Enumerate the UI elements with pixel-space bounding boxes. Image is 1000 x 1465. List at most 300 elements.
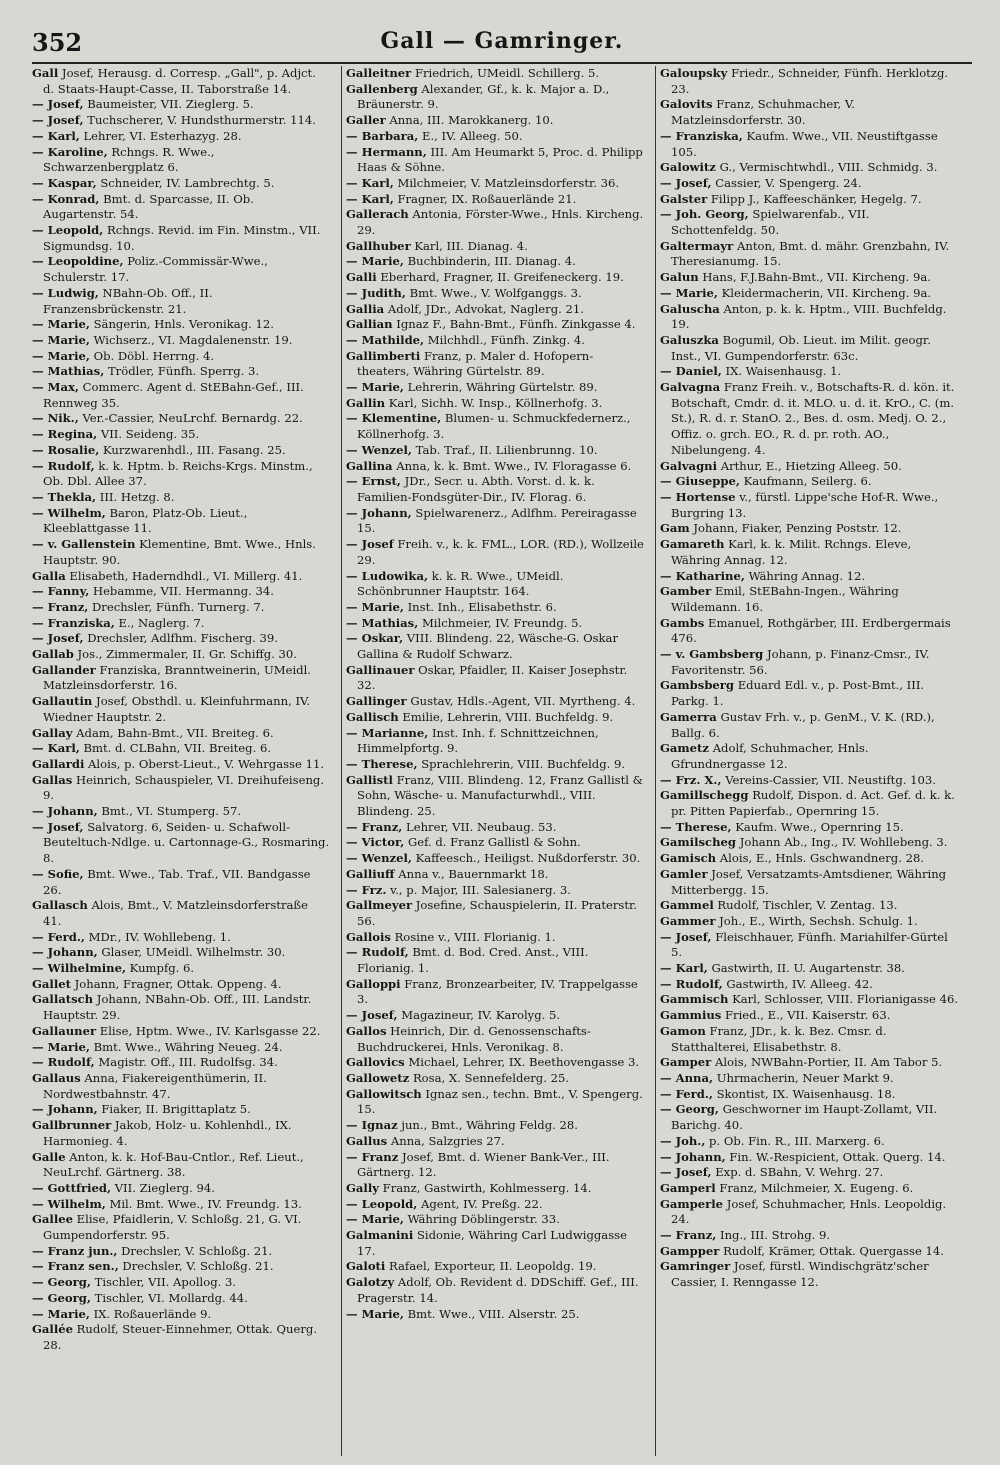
entry-details: Johann, NBahn-Ob. Off., III. Landstr. Hauptstr. 29.: [43, 992, 312, 1023]
entry-surname: — Max,: [32, 380, 79, 395]
directory-entry: [346, 1087, 644, 1118]
directory-entry: [660, 961, 958, 977]
entry-details: Franz, VIII. Blindeng. 12, Franz Gallistl & Sohn, Wäsche- u. Manufacturwhdl., VIII. Blindeng. 25.: [357, 772, 643, 819]
entry-details: Johann Ab., Ing., IV. Wohllebeng. 3.: [739, 835, 948, 850]
entry-details: Exp. d. SBahn, V. Wehrg. 27.: [715, 1165, 884, 1180]
directory-entry: [660, 537, 958, 568]
entry-details: Sprachlehrerin, VIII. Buchfeldg. 9.: [421, 756, 626, 771]
directory-entry: [346, 82, 644, 113]
directory-entry: [660, 1259, 958, 1290]
entry-surname: — Marie,: [346, 380, 404, 395]
directory-entry: [660, 129, 958, 160]
directory-entry: [32, 600, 330, 616]
entry-surname: — Mathilde,: [346, 332, 425, 347]
entry-surname: — Franziska,: [660, 128, 743, 143]
entry-details: jun., Bmt., Währing Feldg. 28.: [401, 1118, 578, 1133]
entry-surname: — Marie,: [346, 1306, 404, 1321]
entry-details: Franz, Schuhmacher, V. Matzleinsdorferstr. 30.: [671, 97, 855, 128]
directory-entry: [660, 207, 958, 238]
entry-surname: Gallisch: [346, 709, 399, 724]
directory-entry: [32, 616, 330, 632]
directory-entry: [346, 898, 644, 929]
entry-details: Milchhdl., Fünfh. Zinkg. 4.: [427, 332, 585, 347]
directory-entry: [32, 647, 330, 663]
entry-details: Bmt. d. Bod. Cred. Anst., VIII. Florianig. 1.: [357, 945, 589, 976]
entry-surname: — Franz,: [32, 599, 89, 614]
directory-entry: [660, 1165, 958, 1181]
directory-entry: [660, 1134, 958, 1150]
entry-details: Milchmeier, IV. Freundg. 5.: [421, 615, 583, 630]
entry-details: Spielwarenerz., Adlfhm. Pereiragasse 15.: [357, 505, 637, 536]
entry-surname: — Barbara,: [346, 128, 419, 143]
entry-surname: Gallée: [32, 1322, 73, 1337]
directory-entry: [346, 396, 644, 412]
entry-surname: — Rosalie,: [32, 442, 100, 457]
directory-entry: [660, 773, 958, 789]
entry-surname: — Josef: [346, 537, 394, 552]
entry-details: Drechsler, Adlfhm. Fischerg. 39.: [87, 631, 278, 646]
directory-entry: [32, 113, 330, 129]
directory-entry: [660, 1071, 958, 1087]
entry-surname: — Marianne,: [346, 725, 429, 740]
directory-entry: [660, 1228, 958, 1244]
entry-details: p. Ob. Fin. R., III. Marxerg. 6.: [709, 1133, 885, 1148]
entry-surname: — Hortense: [660, 489, 736, 504]
directory-entry: [660, 710, 958, 741]
entry-details: VII. Seideng. 35.: [100, 427, 200, 442]
entry-surname: Galster: [660, 191, 708, 206]
directory-entry: [32, 663, 330, 694]
entry-details: Glaser, UMeidl. Wilhelmstr. 30.: [101, 945, 286, 960]
entry-surname: Galuszka: [660, 332, 719, 347]
entry-details: Elisabeth, Haderndhdl., VI. Millerg. 41.: [69, 568, 303, 583]
entry-details: Anna, III. Marokkanerg. 10.: [389, 113, 554, 128]
directory-entry: [32, 898, 330, 929]
directory-entry: [32, 1055, 330, 1071]
directory-entry: [660, 1181, 958, 1197]
entry-details: Kaufmann, Seilerg. 6.: [743, 474, 872, 489]
entry-details: Josef, Herausg. d. Corresp. „Gall", p. Adjct. d. Staats-Haupt-Casse, II. Taborstraße 14.: [43, 66, 316, 96]
entry-surname: — Karl,: [346, 191, 394, 206]
entry-details: Lehrer, VII. Neubaug. 53.: [406, 819, 557, 834]
entry-surname: Gallinger: [346, 694, 407, 709]
directory-entry: [346, 270, 644, 286]
entry-surname: Gamringer: [660, 1259, 731, 1274]
entry-details: Sidonie, Währing Carl Ludwiggasse 17.: [357, 1228, 627, 1258]
entry-details: Bmt. Wwe., V. Wolfganggs. 3.: [409, 285, 582, 300]
entry-surname: — Katharine,: [660, 568, 745, 583]
directory-entry: [346, 694, 644, 710]
entry-surname: Galun: [660, 270, 699, 285]
directory-entry: [660, 647, 958, 678]
entry-surname: — Josef,: [660, 175, 712, 190]
entry-surname: Gammius: [660, 1008, 722, 1023]
directory-entry: [660, 1102, 958, 1133]
entry-details: Drechsler, V. Schloßg. 21.: [122, 1259, 274, 1274]
directory-entry: [660, 192, 958, 208]
directory-entry: [32, 945, 330, 961]
entry-surname: — Karl,: [660, 961, 708, 976]
directory-entry: [660, 977, 958, 993]
entry-surname: Gambsberg: [660, 678, 735, 693]
entry-details: Sängerin, Hnls. Veronikag. 12.: [93, 317, 274, 332]
directory-entry: [660, 160, 958, 176]
entry-surname: — Marie,: [32, 317, 90, 332]
entry-surname: — Victor,: [346, 835, 405, 850]
entry-details: Franz, JDr., k. k. Bez. Cmsr. d. Statthalterei, Elisabethstr. 8.: [671, 1023, 887, 1054]
directory-entry: [32, 1150, 330, 1181]
directory-entry: [32, 129, 330, 145]
entry-details: Tischler, VII. Apollog. 3.: [94, 1275, 237, 1290]
entry-surname: Gallee: [32, 1212, 73, 1227]
entry-surname: — Marie,: [346, 599, 404, 614]
entry-details: Rafael, Exporteur, II. Leopoldg. 19.: [389, 1259, 597, 1274]
entry-details: Ignaz sen., techn. Bmt., V. Spengerg. 15.: [357, 1086, 643, 1117]
entry-surname: — Franz,: [660, 1228, 717, 1243]
directory-entry: [346, 820, 644, 836]
directory-entry: [32, 1307, 330, 1323]
entry-surname: — Johann,: [660, 1149, 726, 1164]
entry-details: Ver.-Cassier, NeuLrchf. Bernardg. 22.: [82, 411, 303, 426]
entry-surname: Galuscha: [660, 301, 720, 316]
column-divider: [655, 66, 656, 1456]
directory-entry: [32, 1024, 330, 1040]
entry-surname: Gamillschegg: [660, 788, 749, 803]
entry-details: Adolf, JDr., Advokat, Naglerg. 21.: [387, 301, 584, 316]
directory-entry: [346, 851, 644, 867]
directory-entry: [32, 961, 330, 977]
directory-entry: [32, 1244, 330, 1260]
entry-surname: Gallatsch: [32, 992, 94, 1007]
entry-surname: — Therese,: [660, 819, 732, 834]
directory-entry: [660, 898, 958, 914]
entry-surname: — Marie,: [660, 285, 718, 300]
entry-details: Lehrerin, Währing Gürtelstr. 89.: [407, 380, 598, 395]
directory-entry: [32, 176, 330, 192]
entry-surname: — Franz,: [346, 819, 403, 834]
entry-surname: Galvagna: [660, 380, 721, 395]
entry-surname: — Josef,: [346, 1008, 398, 1023]
directory-entry: [660, 176, 958, 192]
directory-entry: [660, 270, 958, 286]
entry-surname: — Johann,: [32, 945, 98, 960]
entry-details: Jos., Zimmermaler, II. Gr. Schiffg. 30.: [77, 647, 297, 662]
entry-surname: Gamperl: [660, 1180, 716, 1195]
directory-entry: [346, 333, 644, 349]
entry-details: Bmt. d. Sparcasse, II. Ob. Augartenstr. 54.: [43, 191, 254, 222]
directory-entry: [32, 1259, 330, 1275]
directory-entry: [32, 443, 330, 459]
directory-entry: [32, 820, 330, 867]
directory-entry: [660, 521, 958, 537]
directory-entry: [660, 66, 958, 97]
entry-details: Fragner, IX. Roßauerlände 21.: [397, 191, 577, 206]
directory-entry: [346, 663, 644, 694]
entry-details: Fleischhauer, Fünfh. Mariahilfer-Gürtel 5.: [671, 929, 948, 960]
directory-entry: [32, 741, 330, 757]
entry-surname: Gallistl: [346, 772, 393, 787]
entry-surname: Gallardi: [32, 756, 85, 771]
directory-entry: [346, 129, 644, 145]
entry-details: Elise, Hptm. Wwe., IV. Karlsgasse 22.: [99, 1023, 321, 1038]
entry-details: III. Hetzg. 8.: [99, 489, 175, 504]
entry-details: Franz, p. Maler d. Hofopern-theaters, Währing Gürtelstr. 89.: [357, 348, 594, 379]
entry-details: E., IV. Alleeg. 50.: [422, 128, 523, 143]
entry-surname: — Franziska,: [32, 615, 115, 630]
entry-surname: Gamilscheg: [660, 835, 736, 850]
directory-entry: [660, 97, 958, 128]
entry-surname: Gallina: [346, 458, 393, 473]
directory-entry: [32, 1040, 330, 1056]
directory-entry: [32, 977, 330, 993]
entry-details: Elise, Pfaidlerin, V. Schloßg. 21, G. VI. Gumpendorferstr. 95.: [43, 1212, 302, 1243]
directory-entry: [346, 1259, 644, 1275]
directory-entry: [346, 600, 644, 616]
directory-entry: [346, 1275, 644, 1306]
directory-entry: [346, 239, 644, 255]
directory-entry: [346, 254, 644, 270]
header-rule: [32, 62, 972, 64]
directory-entry: [32, 364, 330, 380]
entry-details: Heinrich, Dir. d. Genossenschafts-Buchdruckerei, Hnls. Veronikag. 8.: [357, 1023, 591, 1054]
entry-surname: — Rudolf,: [660, 976, 723, 991]
entry-surname: — Mathias,: [32, 364, 105, 379]
directory-entry: [32, 773, 330, 804]
entry-surname: — Marie,: [346, 254, 404, 269]
entry-details: IX. Waisenhausg. 1.: [725, 364, 842, 379]
entry-details: Salvatorg. 6, Seiden- u. Schafwoll-Beuteltuch-Ndlge. u. Cartonnage-G., Rosmaring. 8.: [43, 819, 330, 866]
entry-details: Drechsler, V. Schloßg. 21.: [121, 1243, 273, 1258]
directory-entry: [32, 192, 330, 223]
directory-entry: [346, 977, 644, 1008]
directory-entry: [660, 490, 958, 521]
directory-entry: [346, 380, 644, 396]
directory-entry: [32, 1275, 330, 1291]
entry-surname: Gamper: [660, 1055, 712, 1070]
entry-surname: — Marie,: [346, 1212, 404, 1227]
entry-surname: — Georg,: [32, 1275, 91, 1290]
entry-surname: Galowitz: [660, 160, 716, 175]
entry-details: Inst. Inh., Elisabethstr. 6.: [407, 599, 557, 614]
entry-details: Kaufm. Wwe., Opernring 15.: [735, 819, 904, 834]
directory-entry: [660, 1055, 958, 1071]
entry-details: Cassier, V. Spengerg. 24.: [715, 175, 862, 190]
directory-entry: [346, 1228, 644, 1259]
entry-details: Fiaker, II. Brigittaplatz 5.: [101, 1102, 251, 1117]
directory-entry: [346, 286, 644, 302]
entry-surname: Gamler: [660, 866, 708, 881]
entry-surname: — Marie,: [32, 348, 90, 363]
directory-entry: [346, 569, 644, 600]
entry-surname: Gammel: [660, 898, 714, 913]
entry-details: Wichserz., VI. Magdalenenstr. 19.: [93, 332, 293, 347]
entry-surname: — Ferd.,: [660, 1086, 713, 1101]
directory-entry: [346, 506, 644, 537]
directory-entry: [346, 176, 644, 192]
entry-surname: — Ernst,: [346, 474, 401, 489]
directory-entry: [660, 286, 958, 302]
entry-surname: Galvagni: [660, 458, 718, 473]
column-divider: [341, 66, 342, 1456]
entry-surname: Gamon: [660, 1023, 706, 1038]
entry-details: Anton, Bmt. d. mähr. Grenzbahn, IV. Theresianumg. 15.: [671, 238, 950, 269]
directory-entry: [32, 584, 330, 600]
entry-details: Franz Freih. v., Botschafts-R. d. kön. it. Botschaft, Cmdr. d. it. MLO. u. d. it. KrO., C. (m. St.), R. d. r. StanO. 2., Bes. d. osm. Medj. O. 2., Offiz. o. grch. EO., R. d. pr. roth. AO., Nibelungeng. 4.: [671, 380, 955, 457]
entry-surname: — Konrad,: [32, 191, 100, 206]
entry-surname: — Rudolf,: [346, 945, 409, 960]
entry-details: Skontist, IX. Waisenhausg. 18.: [716, 1086, 896, 1101]
entry-details: Drechsler, Fünfh. Turnerg. 7.: [92, 599, 265, 614]
directory-entry: [660, 584, 958, 615]
entry-details: Friedrich, UMeidl. Schillerg. 5.: [414, 66, 600, 80]
entry-surname: Gam: [660, 521, 690, 536]
entry-details: Inst. Inh. f. Schnittzeichnen, Himmelpfortg. 9.: [357, 725, 599, 756]
directory-entry: [660, 992, 958, 1008]
directory-entry: [346, 1024, 644, 1055]
entry-surname: Galloppi: [346, 976, 401, 991]
entry-details: Karl, Sichh. W. Insp., Köllnerhofg. 3.: [388, 395, 603, 410]
entry-details: Franz, Milchmeier, X. Eugeng. 6.: [719, 1180, 914, 1195]
entry-surname: — Johann,: [32, 804, 98, 819]
directory-entry: [346, 1197, 644, 1213]
entry-details: E., Naglerg. 7.: [118, 615, 205, 630]
directory-entry: [660, 867, 958, 898]
entry-surname: — Josef,: [32, 97, 84, 112]
entry-details: IX. Roßauerlände 9.: [93, 1306, 212, 1321]
entry-details: k. k. Hptm. b. Reichs-Krgs. Minstm., Ob. Dbl. Allee 37.: [43, 458, 313, 489]
directory-entry: [32, 380, 330, 411]
entry-surname: — Rudolf,: [32, 458, 95, 473]
entry-surname: Gallaus: [32, 1071, 81, 1085]
directory-entry: [346, 757, 644, 773]
directory-entry: [32, 459, 330, 490]
directory-entry: [660, 835, 958, 851]
entry-details: Karl, III. Dianag. 4.: [414, 238, 528, 253]
directory-entry: [346, 1071, 644, 1087]
entry-surname: — Josef,: [32, 631, 84, 646]
entry-surname: — Leopold,: [32, 223, 104, 238]
entry-surname: — Judith,: [346, 285, 406, 300]
directory-entry: [32, 145, 330, 176]
entry-details: Kaffeesch., Heiligst. Nußdorferstr. 30.: [415, 851, 641, 866]
entry-surname: Gallenberg: [346, 81, 418, 96]
entry-surname: — Therese,: [346, 756, 418, 771]
entry-surname: Galotzy: [346, 1275, 395, 1290]
entry-details: Rosa, X. Sennefelderg. 25.: [412, 1071, 570, 1085]
directory-entry: [660, 1024, 958, 1055]
directory-entry: [660, 914, 958, 930]
directory-entry: [32, 317, 330, 333]
entry-details: Ignaz F., Bahn-Bmt., Fünfh. Zinkgasse 4.: [396, 317, 636, 332]
entry-details: Josef, Bmt. d. Wiener Bank-Ver., III. Gärtnerg. 12.: [357, 1149, 610, 1180]
entry-surname: Gallautin: [32, 694, 93, 709]
directory-entry: [660, 820, 958, 836]
entry-details: Poliz.-Commissär-Wwe., Schulerstr. 17.: [43, 254, 268, 285]
page-number: 352: [32, 28, 83, 57]
entry-details: MDr., IV. Wohllebeng. 1.: [88, 929, 231, 944]
entry-details: Emilie, Lehrerin, VIII. Buchfeldg. 9.: [402, 709, 614, 724]
directory-entry: [32, 1291, 330, 1307]
entry-surname: — Leopold,: [346, 1196, 418, 1211]
entry-details: Tischler, VI. Mollardg. 44.: [94, 1290, 248, 1305]
directory-entry: [32, 537, 330, 568]
entry-surname: — Josef,: [660, 1165, 712, 1180]
directory-entry: [32, 726, 330, 742]
entry-details: Magazineur, IV. Karolyg. 5.: [401, 1008, 561, 1023]
entry-details: Alois, Bmt., V. Matzleinsdorferstraße 41.: [43, 898, 309, 928]
directory-entry: [346, 883, 644, 899]
entry-details: Freih. v., k. k. FML., LOR. (RD.), Wollzeile 29.: [357, 537, 644, 567]
entry-details: Kaufm. Wwe., VII. Neustiftgasse 105.: [671, 128, 938, 159]
directory-entry: [660, 851, 958, 867]
directory-entry: [346, 411, 644, 442]
entry-details: Alois, p. Oberst-Lieut., V. Wehrgasse 11.: [88, 756, 325, 771]
directory-entry: [32, 411, 330, 427]
entry-surname: — Josef,: [32, 819, 84, 834]
directory-entry: [346, 945, 644, 976]
entry-details: Johann, Fragner, Ottak. Oppeng. 4.: [74, 976, 282, 991]
entry-surname: Gambs: [660, 615, 705, 630]
directory-entry: [660, 1150, 958, 1166]
entry-surname: — Georg,: [32, 1290, 91, 1305]
entry-details: Spielwarenfab., VII. Schottenfeldg. 50.: [671, 207, 870, 238]
entry-surname: Gallet: [32, 976, 71, 991]
entry-surname: Gametz: [660, 741, 709, 756]
entry-details: Commerc. Agent d. StEBahn-Gef., III. Rennweg 35.: [43, 380, 304, 410]
directory-entry: [32, 757, 330, 773]
entry-surname: Gallinauer: [346, 662, 415, 677]
entry-details: Franziska, Branntweinerin, UMeidl. Matzleinsdorferstr. 16.: [43, 662, 311, 693]
directory-entry: [346, 773, 644, 820]
entry-details: Mil. Bmt. Wwe., IV. Freundg. 13.: [109, 1196, 302, 1211]
directory-entry: [346, 192, 644, 208]
entry-details: Fried., E., VII. Kaiserstr. 63.: [725, 1008, 891, 1023]
directory-entry: [32, 1181, 330, 1197]
entry-details: Rchngs. R. Wwe., Schwarzenbergplatz 6.: [43, 144, 215, 175]
directory-entry: [32, 1118, 330, 1149]
entry-surname: — Wenzel,: [346, 851, 412, 866]
entry-details: Ing., III. Strohg. 9.: [720, 1228, 831, 1243]
entry-details: Tuchscherer, V. Hundsthurmerstr. 114.: [87, 113, 316, 128]
entry-details: Anton, k. k. Hof-Bau-Cntlor., Ref. Lieut., NeuLrchf. Gärtnerg. 38.: [43, 1149, 304, 1180]
entry-details: Baron, Platz-Ob. Lieut., Kleeblattgasse 11.: [43, 505, 248, 536]
directory-entry: [346, 1118, 644, 1134]
directory-entry: [660, 333, 958, 364]
directory-entry: [660, 364, 958, 380]
entry-surname: — Georg,: [660, 1102, 719, 1117]
entry-details: k. k. R. Wwe., UMeidl. Schönbrunner Hauptstr. 164.: [357, 568, 564, 599]
entry-details: VIII. Blindeng. 22, Wäsche-G. Oskar Gallina & Rudolf Schwarz.: [357, 631, 619, 662]
entry-surname: — Giuseppe,: [660, 474, 740, 489]
entry-details: Bmt. d. CLBahn, VII. Breiteg. 6.: [83, 741, 272, 756]
directory-entry: [660, 239, 958, 270]
entry-details: Tab. Traf., II. Lilienbrunng. 10.: [415, 442, 598, 457]
directory-entry: [660, 678, 958, 709]
entry-details: Gef. d. Franz Gallistl & Sohn.: [407, 835, 581, 850]
entry-details: Anna v., Bauernmarkt 18.: [398, 866, 549, 881]
directory-entry: [32, 867, 330, 898]
entry-surname: — Franz sen.,: [32, 1259, 119, 1274]
column-3: [660, 66, 958, 1456]
entry-surname: — Leopoldine,: [32, 254, 124, 269]
directory-entry: [32, 97, 330, 113]
directory-entry: [346, 1008, 644, 1024]
entry-surname: — Karoline,: [32, 144, 108, 159]
entry-details: Vereins-Cassier, VII. Neustiftg. 103.: [725, 772, 936, 787]
entry-details: Franz, Bronzearbeiter, IV. Trappelgasse 3.: [357, 976, 638, 1007]
entry-surname: Gallowetz: [346, 1071, 410, 1085]
directory-entry: [32, 930, 330, 946]
